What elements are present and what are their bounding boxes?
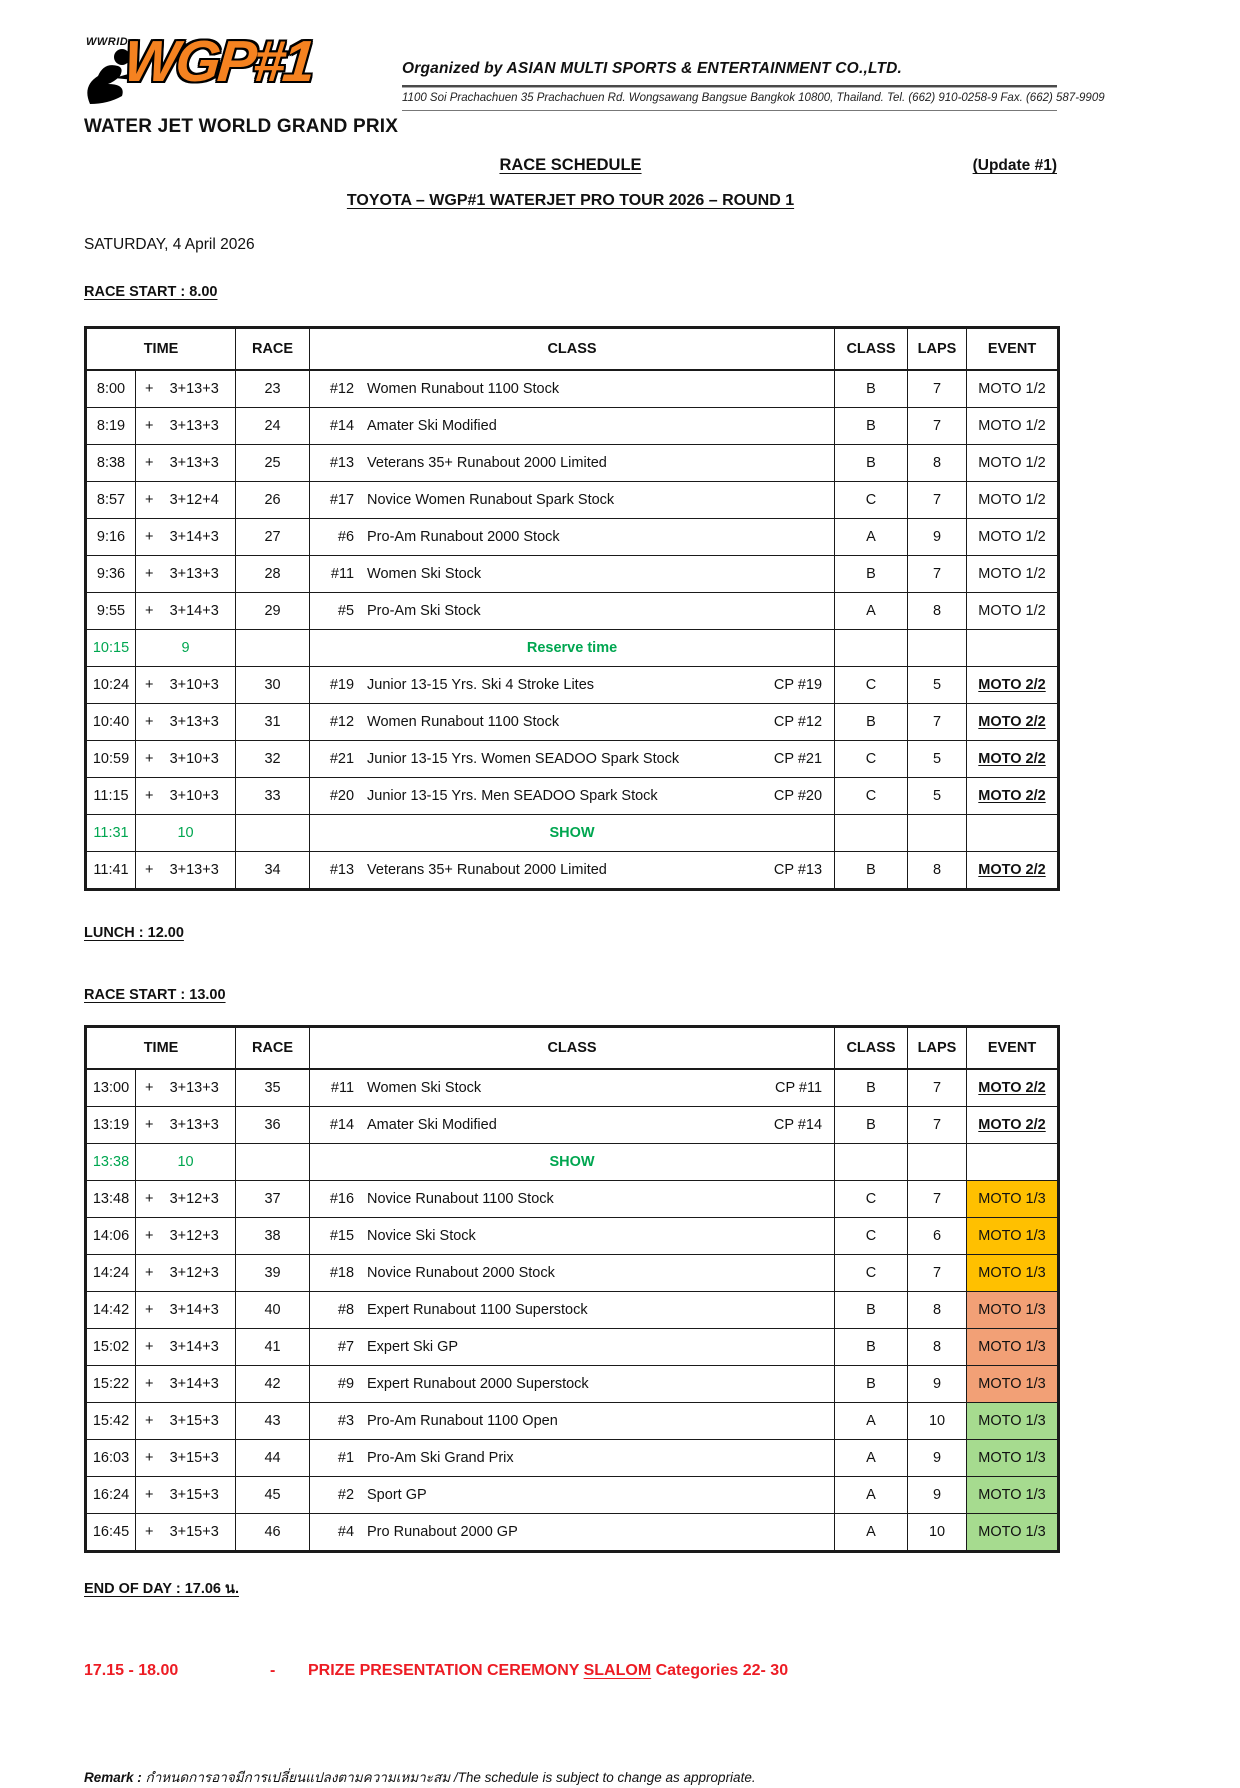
offset-cell: + 3+13+3 <box>136 704 236 741</box>
schedule-race-row <box>86 1403 1059 1440</box>
schedule-race-row <box>86 1366 1059 1403</box>
prize-time: 17.15 - 18.00 <box>84 1662 179 1679</box>
event-cell: MOTO 2/2 <box>967 778 1059 815</box>
schedule-special-row <box>86 815 1059 852</box>
time-cell: 11:41 <box>86 852 136 890</box>
class-letter-cell: B <box>835 704 908 741</box>
race-number-cell: 44 <box>236 1440 310 1477</box>
class-cell: #15 Novice Ski Stock <box>310 1218 835 1255</box>
class-cell: #18 Novice Runabout 2000 Stock <box>310 1255 835 1292</box>
class-letter-cell: B <box>835 1107 908 1144</box>
offset-cell: + 3+14+3 <box>136 519 236 556</box>
organizer-address: 1100 Soi Prachachuen 35 Prachachuen Rd. Wongsawang Bangsue Bangkok 10800, Thailand. Tel. (662) 910-0258-9 Fax. (662) 587-9909 <box>402 92 1105 104</box>
race-start-morning-label: RACE START : 8.00 <box>84 284 218 300</box>
class-letter-cell: A <box>835 1440 908 1477</box>
col-class: CLASS <box>310 1027 835 1070</box>
title-row <box>84 156 1057 175</box>
schedule-race-row <box>86 1069 1059 1107</box>
race-number-cell: 37 <box>236 1181 310 1218</box>
time-cell: 14:24 <box>86 1255 136 1292</box>
schedule-race-row <box>86 1181 1059 1218</box>
laps-cell: 9 <box>908 519 967 556</box>
laps-cell: 8 <box>908 852 967 890</box>
page-title: RACE SCHEDULE <box>499 156 642 174</box>
class-letter-cell: A <box>835 519 908 556</box>
col-time: TIME <box>86 328 236 371</box>
class-letter-cell: A <box>835 1403 908 1440</box>
time-cell: 8:00 <box>86 370 136 408</box>
time-cell: 8:38 <box>86 445 136 482</box>
time-cell: 16:45 <box>86 1514 136 1552</box>
race-number-cell: 40 <box>236 1292 310 1329</box>
laps-cell <box>908 815 967 852</box>
event-cell: MOTO 1/2 <box>967 593 1059 630</box>
schedule-race-row <box>86 593 1059 630</box>
race-number-cell: 36 <box>236 1107 310 1144</box>
time-cell: 11:15 <box>86 778 136 815</box>
offset-cell: + 3+10+3 <box>136 741 236 778</box>
class-letter-cell: B <box>835 852 908 890</box>
schedule-race-row <box>86 370 1059 408</box>
time-cell: 11:31 <box>86 815 136 852</box>
time-cell: 15:02 <box>86 1329 136 1366</box>
prize-dash: - <box>270 1662 276 1679</box>
class-cell: #7 Expert Ski GP <box>310 1329 835 1366</box>
col-class: CLASS <box>310 328 835 371</box>
class-letter-cell: C <box>835 1181 908 1218</box>
laps-cell: 6 <box>908 1218 967 1255</box>
class-cell: #12 Women Runabout 1100 Stock CP #12 <box>310 704 835 741</box>
laps-cell: 8 <box>908 1329 967 1366</box>
col-laps: LAPS <box>908 1027 967 1070</box>
organizer-block <box>402 36 1105 111</box>
table-header-row <box>86 328 1059 371</box>
class-letter-cell: B <box>835 408 908 445</box>
race-number-cell: 28 <box>236 556 310 593</box>
offset-cell: + 3+15+3 <box>136 1440 236 1477</box>
race-number-cell <box>236 815 310 852</box>
time-cell: 16:24 <box>86 1477 136 1514</box>
class-cell: #11 Women Ski Stock CP #11 <box>310 1069 835 1107</box>
offset-cell: + 3+12+3 <box>136 1218 236 1255</box>
race-number-cell <box>236 1144 310 1181</box>
class-letter-cell: B <box>835 1329 908 1366</box>
class-letter-cell: B <box>835 1069 908 1107</box>
class-cell: #19 Junior 13-15 Yrs. Ski 4 Stroke Lites CP #19 <box>310 667 835 704</box>
class-cell: #6 Pro-Am Runabout 2000 Stock <box>310 519 835 556</box>
class-letter-cell: B <box>835 1292 908 1329</box>
schedule-special-row <box>86 1144 1059 1181</box>
offset-cell: + 3+14+3 <box>136 593 236 630</box>
offset-cell: + 3+13+3 <box>136 556 236 593</box>
class-cell: #2 Sport GP <box>310 1477 835 1514</box>
class-letter-cell: B <box>835 1366 908 1403</box>
event-cell: MOTO 2/2 <box>967 741 1059 778</box>
time-cell: 8:57 <box>86 482 136 519</box>
class-cell: #9 Expert Runabout 2000 Superstock <box>310 1366 835 1403</box>
offset-cell: + 3+15+3 <box>136 1403 236 1440</box>
document-header <box>84 29 1105 138</box>
class-cell: #3 Pro-Am Runabout 1100 Open <box>310 1403 835 1440</box>
class-cell: #17 Novice Women Runabout Spark Stock <box>310 482 835 519</box>
event-cell: MOTO 1/3 <box>967 1514 1059 1552</box>
time-cell: 9:36 <box>86 556 136 593</box>
race-number-cell: 25 <box>236 445 310 482</box>
schedule-race-row <box>86 704 1059 741</box>
event-title: TOYOTA – WGP#1 WATERJET PRO TOUR 2026 – ROUND 1 <box>346 192 795 209</box>
class-cell: #12 Women Runabout 1100 Stock <box>310 370 835 408</box>
offset-cell: + 3+15+3 <box>136 1514 236 1552</box>
race-number-cell: 35 <box>236 1069 310 1107</box>
header-divider-2 <box>402 110 1057 111</box>
schedule-race-row <box>86 445 1059 482</box>
schedule-race-row <box>86 556 1059 593</box>
time-cell: 14:06 <box>86 1218 136 1255</box>
wgp-logo-art <box>84 29 402 108</box>
offset-cell: + 3+15+3 <box>136 1477 236 1514</box>
schedule-race-row <box>86 1107 1059 1144</box>
special-label-cell: SHOW <box>310 1144 835 1181</box>
schedule-race-row <box>86 1292 1059 1329</box>
time-cell: 10:59 <box>86 741 136 778</box>
event-cell <box>967 815 1059 852</box>
event-cell: MOTO 1/2 <box>967 445 1059 482</box>
class-letter-cell: A <box>835 1514 908 1552</box>
offset-cell: + 3+13+3 <box>136 1107 236 1144</box>
time-cell: 14:42 <box>86 1292 136 1329</box>
event-cell: MOTO 1/3 <box>967 1440 1059 1477</box>
schedule-race-row <box>86 408 1059 445</box>
event-cell: MOTO 2/2 <box>967 667 1059 704</box>
offset-cell: + 3+12+4 <box>136 482 236 519</box>
remark-label: Remark : <box>84 1770 142 1785</box>
class-letter-cell <box>835 630 908 667</box>
laps-cell: 5 <box>908 741 967 778</box>
time-cell: 15:42 <box>86 1403 136 1440</box>
schedule-special-row <box>86 630 1059 667</box>
event-cell: MOTO 1/3 <box>967 1403 1059 1440</box>
laps-cell: 5 <box>908 667 967 704</box>
offset-cell: + 3+13+3 <box>136 445 236 482</box>
organizer-name: Organized by ASIAN MULTI SPORTS & ENTERTAINMENT CO.,LTD. <box>402 60 903 77</box>
event-cell: MOTO 1/3 <box>967 1292 1059 1329</box>
event-cell: MOTO 1/2 <box>967 408 1059 445</box>
schedule-race-row <box>86 1514 1059 1552</box>
program-number-cell: 9 <box>136 630 236 667</box>
col-laps: LAPS <box>908 328 967 371</box>
class-letter-cell: B <box>835 556 908 593</box>
time-cell: 13:19 <box>86 1107 136 1144</box>
laps-cell: 9 <box>908 1477 967 1514</box>
schedule-race-row <box>86 519 1059 556</box>
laps-cell: 10 <box>908 1514 967 1552</box>
race-number-cell: 41 <box>236 1329 310 1366</box>
event-cell: MOTO 1/3 <box>967 1329 1059 1366</box>
col-event: EVENT <box>967 328 1059 371</box>
prize-ceremony-line <box>84 1662 1057 1680</box>
race-number-cell: 39 <box>236 1255 310 1292</box>
time-cell: 13:00 <box>86 1069 136 1107</box>
col-time: TIME <box>86 1027 236 1070</box>
event-cell <box>967 630 1059 667</box>
race-number-cell: 29 <box>236 593 310 630</box>
event-cell <box>967 1144 1059 1181</box>
schedule-race-row <box>86 741 1059 778</box>
race-table-morning <box>84 326 1060 891</box>
col-event: EVENT <box>967 1027 1059 1070</box>
offset-cell: + 3+10+3 <box>136 778 236 815</box>
remark-line <box>84 1766 1057 1788</box>
time-cell: 8:19 <box>86 408 136 445</box>
end-of-day-label: END OF DAY : 17.06 น. <box>84 1581 239 1597</box>
date-line: SATURDAY, 4 April 2026 <box>84 236 255 253</box>
logo-subtitle: WATER JET WORLD GRAND PRIX <box>84 116 399 137</box>
time-cell: 10:15 <box>86 630 136 667</box>
race-number-cell: 46 <box>236 1514 310 1552</box>
event-cell: MOTO 2/2 <box>967 1107 1059 1144</box>
offset-cell: + 3+14+3 <box>136 1366 236 1403</box>
event-cell: MOTO 1/2 <box>967 556 1059 593</box>
offset-cell: + 3+13+3 <box>136 852 236 890</box>
race-number-cell: 30 <box>236 667 310 704</box>
laps-cell: 9 <box>908 1440 967 1477</box>
laps-cell: 8 <box>908 445 967 482</box>
event-cell: MOTO 1/2 <box>967 370 1059 408</box>
time-cell: 9:16 <box>86 519 136 556</box>
special-label-cell: Reserve time <box>310 630 835 667</box>
col-class-letter: CLASS <box>835 328 908 371</box>
laps-cell: 8 <box>908 593 967 630</box>
schedule-race-row <box>86 1477 1059 1514</box>
class-cell: #11 Women Ski Stock <box>310 556 835 593</box>
offset-cell: + 3+12+3 <box>136 1255 236 1292</box>
remark-text: กำหนดการอาจมีการเปลี่ยนแปลงตามความเหมาะสม /The schedule is subject to change as appropriate. <box>141 1770 756 1785</box>
event-cell: MOTO 1/3 <box>967 1366 1059 1403</box>
lunch-label: LUNCH : 12.00 <box>84 925 184 941</box>
offset-cell: + 3+14+3 <box>136 1329 236 1366</box>
offset-cell: + 3+14+3 <box>136 1292 236 1329</box>
laps-cell: 7 <box>908 1181 967 1218</box>
schedule-race-row <box>86 852 1059 890</box>
event-cell: MOTO 1/3 <box>967 1218 1059 1255</box>
event-cell: MOTO 1/3 <box>967 1181 1059 1218</box>
schedule-race-row <box>86 1255 1059 1292</box>
class-cell: #14 Amater Ski Modified CP #14 <box>310 1107 835 1144</box>
laps-cell: 7 <box>908 1255 967 1292</box>
laps-cell: 7 <box>908 408 967 445</box>
laps-cell <box>908 630 967 667</box>
wgp-logo-text: WGP#1 <box>121 29 315 94</box>
event-cell: MOTO 2/2 <box>967 704 1059 741</box>
class-cell: #8 Expert Runabout 1100 Superstock <box>310 1292 835 1329</box>
col-race: RACE <box>236 1027 310 1070</box>
class-cell: #4 Pro Runabout 2000 GP <box>310 1514 835 1552</box>
class-cell: #20 Junior 13-15 Yrs. Men SEADOO Spark Stock CP #20 <box>310 778 835 815</box>
event-cell: MOTO 1/2 <box>967 482 1059 519</box>
laps-cell: 7 <box>908 482 967 519</box>
laps-cell <box>908 1144 967 1181</box>
col-class-letter: CLASS <box>835 1027 908 1070</box>
race-number-cell: 42 <box>236 1366 310 1403</box>
class-cell: #13 Veterans 35+ Runabout 2000 Limited <box>310 445 835 482</box>
race-number-cell <box>236 630 310 667</box>
event-cell: MOTO 1/3 <box>967 1255 1059 1292</box>
race-number-cell: 26 <box>236 482 310 519</box>
special-label-cell: SHOW <box>310 815 835 852</box>
laps-cell: 7 <box>908 556 967 593</box>
laps-cell: 5 <box>908 778 967 815</box>
class-letter-cell: A <box>835 593 908 630</box>
class-letter-cell: B <box>835 445 908 482</box>
race-number-cell: 27 <box>236 519 310 556</box>
laps-cell: 7 <box>908 1107 967 1144</box>
schedule-race-row <box>86 1440 1059 1477</box>
class-letter-cell: C <box>835 741 908 778</box>
laps-cell: 7 <box>908 370 967 408</box>
wwrid-label: WWRID <box>86 36 129 48</box>
time-cell: 16:03 <box>86 1440 136 1477</box>
race-number-cell: 43 <box>236 1403 310 1440</box>
laps-cell: 9 <box>908 1366 967 1403</box>
laps-cell: 8 <box>908 1292 967 1329</box>
race-start-afternoon-label: RACE START : 13.00 <box>84 987 226 1003</box>
event-cell: MOTO 1/2 <box>967 519 1059 556</box>
schedule-race-row <box>86 778 1059 815</box>
race-number-cell: 23 <box>236 370 310 408</box>
offset-cell: + 3+10+3 <box>136 667 236 704</box>
table-header-row <box>86 1027 1059 1070</box>
offset-cell: + 3+13+3 <box>136 370 236 408</box>
header-divider <box>402 85 1057 87</box>
time-cell: 13:48 <box>86 1181 136 1218</box>
laps-cell: 7 <box>908 704 967 741</box>
col-race: RACE <box>236 328 310 371</box>
class-cell: #5 Pro-Am Ski Stock <box>310 593 835 630</box>
race-number-cell: 33 <box>236 778 310 815</box>
offset-cell: + 3+13+3 <box>136 408 236 445</box>
class-letter-cell: C <box>835 667 908 704</box>
program-number-cell: 10 <box>136 815 236 852</box>
event-cell: MOTO 2/2 <box>967 1069 1059 1107</box>
update-label: (Update #1) <box>972 157 1057 174</box>
race-number-cell: 31 <box>236 704 310 741</box>
race-table-afternoon <box>84 1025 1060 1553</box>
race-number-cell: 24 <box>236 408 310 445</box>
class-letter-cell: C <box>835 1255 908 1292</box>
class-letter-cell: C <box>835 778 908 815</box>
event-cell: MOTO 1/3 <box>967 1477 1059 1514</box>
schedule-race-row <box>86 1329 1059 1366</box>
class-cell: #1 Pro-Am Ski Grand Prix <box>310 1440 835 1477</box>
time-cell: 15:22 <box>86 1366 136 1403</box>
laps-cell: 10 <box>908 1403 967 1440</box>
slalom-label: SLALOM <box>583 1662 652 1679</box>
class-cell: #21 Junior 13-15 Yrs. Women SEADOO Spark Stock CP #21 <box>310 741 835 778</box>
class-letter-cell <box>835 1144 908 1181</box>
time-cell: 9:55 <box>86 593 136 630</box>
program-number-cell: 10 <box>136 1144 236 1181</box>
class-cell: #14 Amater Ski Modified <box>310 408 835 445</box>
schedule-race-row <box>86 667 1059 704</box>
class-cell: #16 Novice Runabout 1100 Stock <box>310 1181 835 1218</box>
race-number-cell: 38 <box>236 1218 310 1255</box>
class-cell: #13 Veterans 35+ Runabout 2000 Limited CP #13 <box>310 852 835 890</box>
event-cell: MOTO 2/2 <box>967 852 1059 890</box>
offset-cell: + 3+12+3 <box>136 1181 236 1218</box>
class-letter-cell: C <box>835 482 908 519</box>
time-cell: 10:40 <box>86 704 136 741</box>
time-cell: 10:24 <box>86 667 136 704</box>
wgp-logo <box>84 29 402 138</box>
time-cell: 13:38 <box>86 1144 136 1181</box>
class-letter-cell: B <box>835 370 908 408</box>
race-number-cell: 32 <box>236 741 310 778</box>
class-letter-cell <box>835 815 908 852</box>
laps-cell: 7 <box>908 1069 967 1107</box>
race-number-cell: 45 <box>236 1477 310 1514</box>
schedule-race-row <box>86 1218 1059 1255</box>
class-letter-cell: C <box>835 1218 908 1255</box>
offset-cell: + 3+13+3 <box>136 1069 236 1107</box>
race-number-cell: 34 <box>236 852 310 890</box>
schedule-race-row <box>86 482 1059 519</box>
class-letter-cell: A <box>835 1477 908 1514</box>
prize-text: PRIZE PRESENTATION CEREMONY SLALOM Categories 22- 30 <box>308 1662 789 1679</box>
